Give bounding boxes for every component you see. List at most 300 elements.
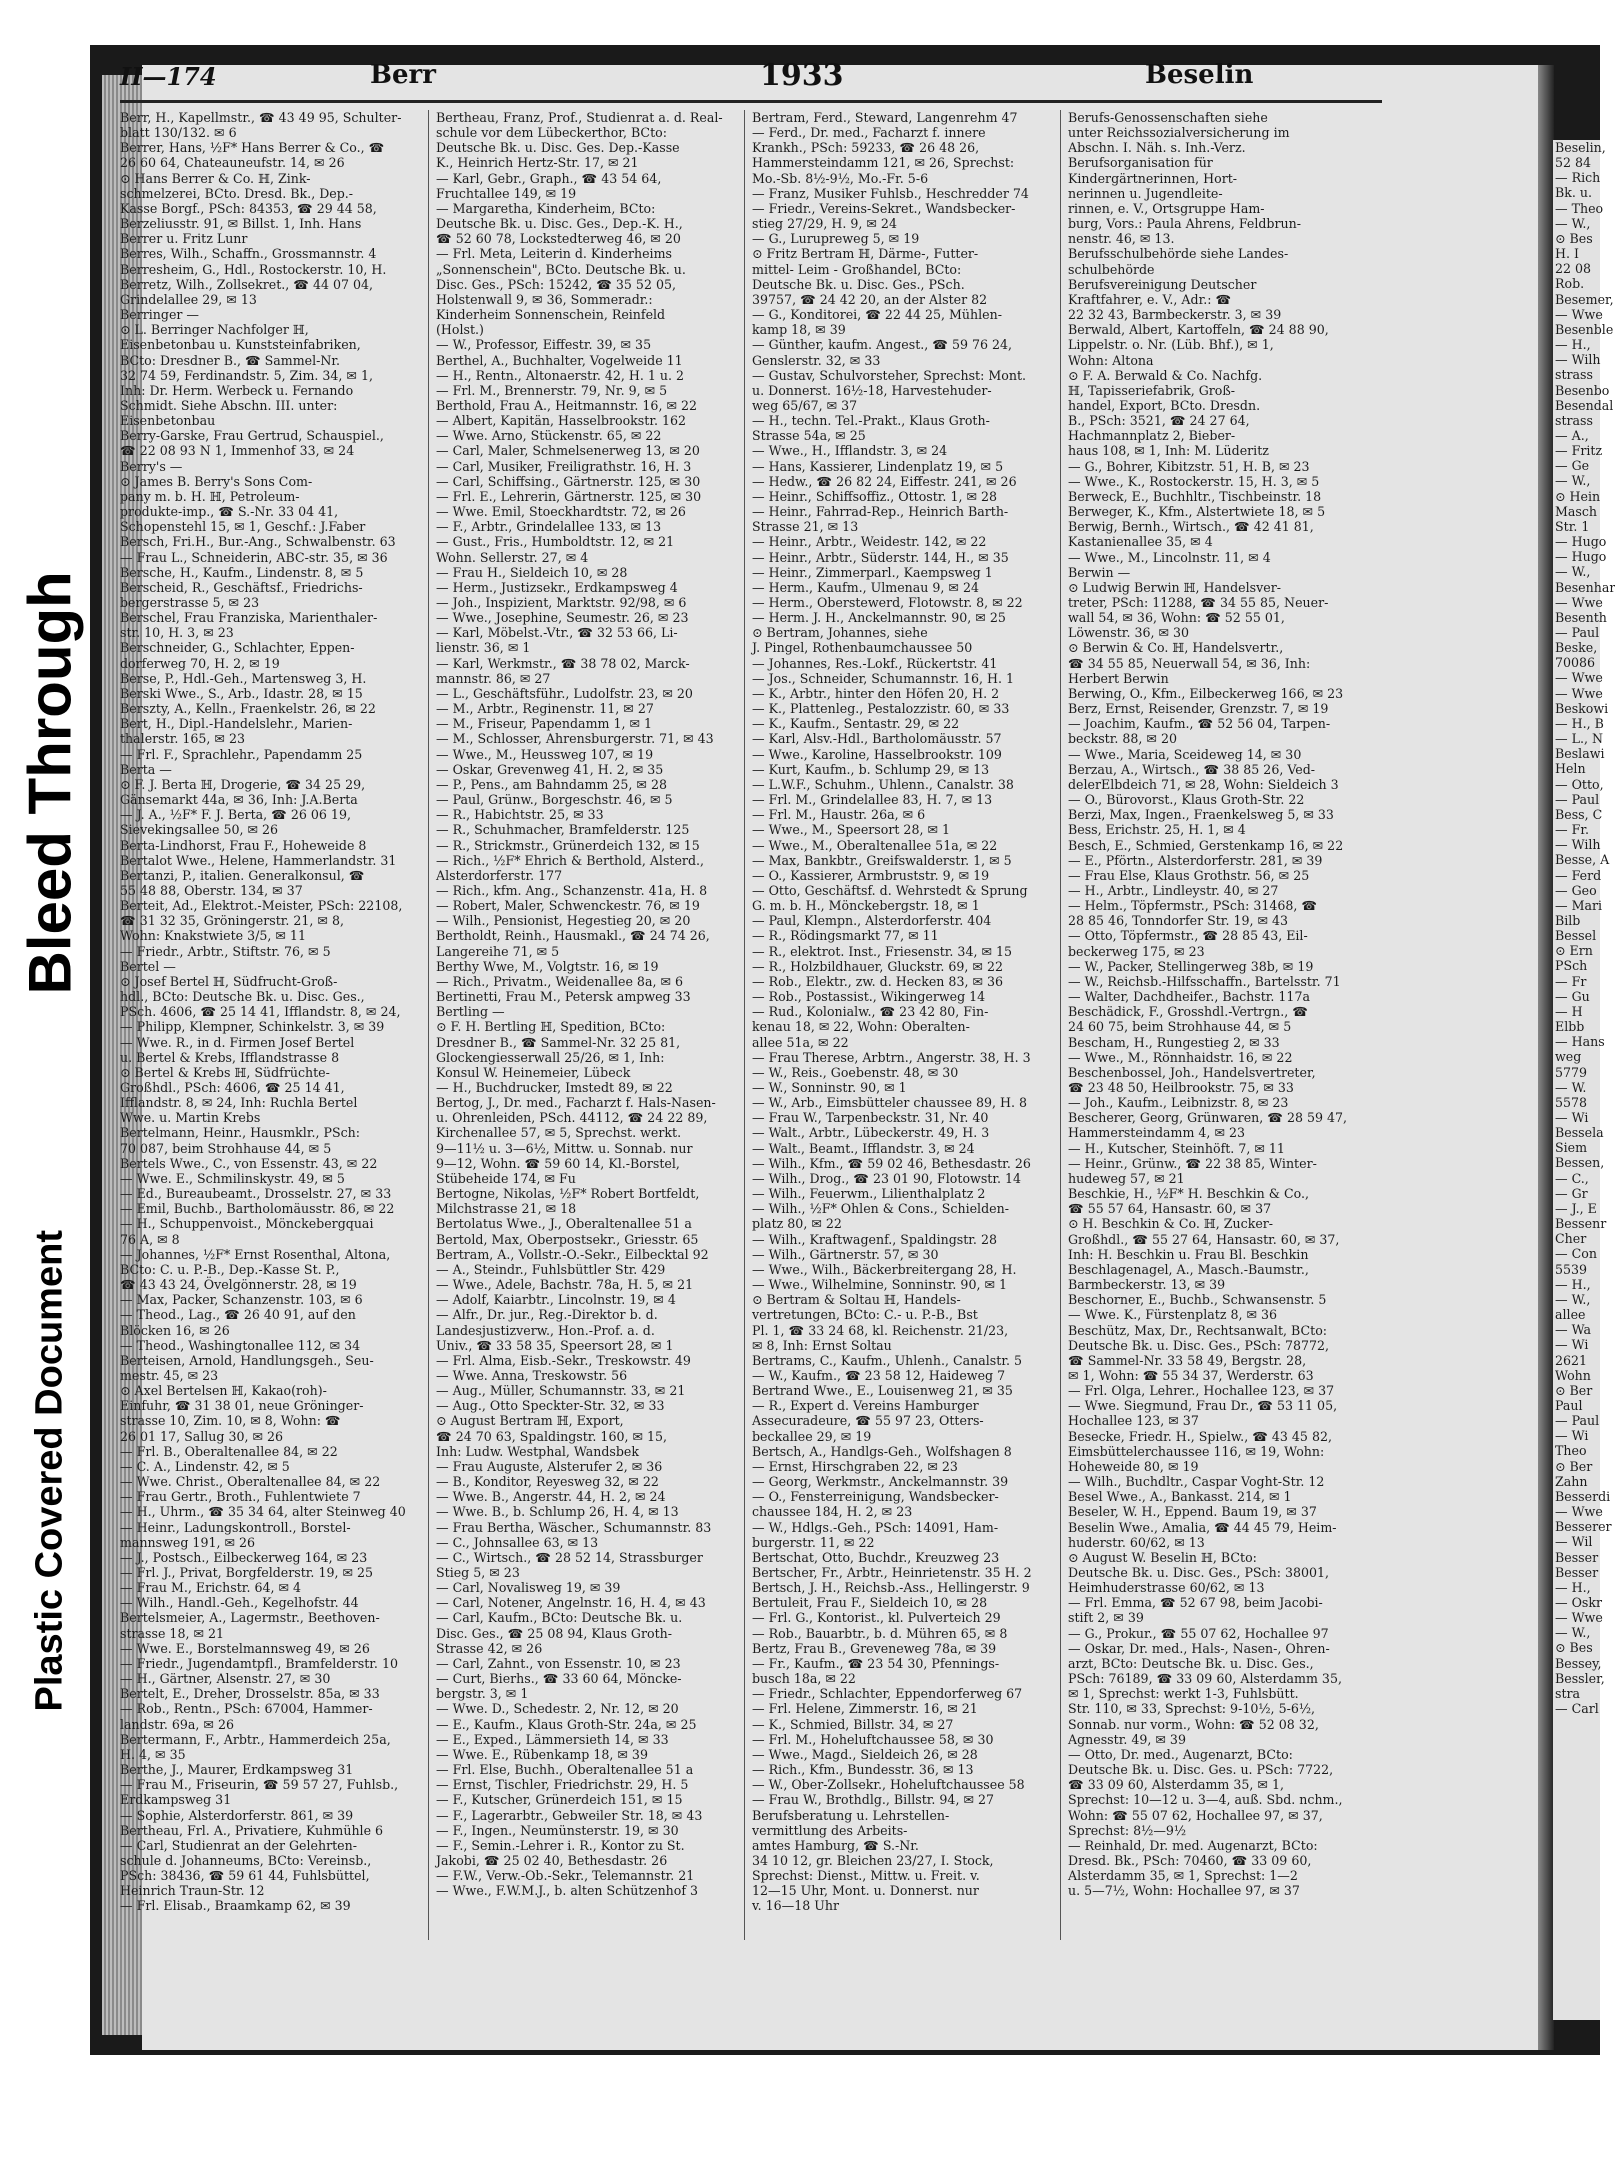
directory-entry-line: — Franz, Musiker Fuhlsb., Heschredder 74	[752, 185, 1029, 201]
directory-entry-line: Bertanzi, P., italien. Generalkonsul, ☎	[120, 867, 365, 883]
directory-entry-line: Berta-Lindhorst, Frau F., Hoheweide 8	[120, 837, 367, 853]
directory-entry-line: Bescherer, Georg, Grünwaren, ☎ 28 59 47,	[1068, 1110, 1348, 1126]
facing-page-line: ⊙ Hein	[1555, 488, 1601, 504]
directory-entry-line: — K., Plattenleg., Pestalozzistr. 60, ✉ 33	[752, 701, 1010, 717]
directory-entry-line: bergstr. 3, ✉ 1	[436, 1686, 529, 1702]
directory-entry-line: Berwin —	[1068, 564, 1131, 580]
directory-entry-line: — Wilh., Feuerwm., Lilienthalplatz 2	[752, 1186, 986, 1202]
directory-entry-line: stift 2, ✉ 39	[1068, 1610, 1144, 1626]
facing-page-line: — Fritz	[1555, 443, 1603, 459]
directory-entry-line: — M., Friseur, Papendamm 1, ✉ 1	[436, 716, 653, 732]
directory-entry-line: — P., Pens., am Bahndamm 25, ✉ 28	[436, 776, 667, 792]
directory-entry-line: ⊙ F. A. Berwald & Co. Nachfg.	[1068, 367, 1263, 383]
directory-entry-line: 24 60 75, beim Strohhause 44, ✉ 5	[1068, 1019, 1292, 1035]
plastic-covered-label: Plastic Covered Document	[28, 1230, 71, 1712]
directory-entry-line: Wohn: Altona	[1068, 352, 1154, 368]
directory-entry-line: — Frl. Helene, Zimmerstr. 16, ✉ 21	[752, 1701, 978, 1717]
facing-page-line: — H.,	[1555, 337, 1591, 353]
directory-entry-line: Ifflandstr. 8, ✉ 24, Inh: Ruchla Bertel	[120, 1095, 358, 1111]
directory-entry-line: arzt, BCto: Deutsche Bk. u. Disc. Ges.,	[1068, 1655, 1314, 1671]
facing-page-line: Cher	[1555, 1231, 1587, 1247]
directory-entry-line: Berresheim, G., Hdl., Rostockerstr. 10, H.	[120, 261, 387, 277]
facing-page-fragment	[1553, 140, 1615, 2020]
book-gutter	[1538, 65, 1554, 2050]
directory-entry-line: PSch. 4606, ☎ 25 14 41, Ifflandstr. 8, ✉ 24,	[120, 1004, 401, 1020]
directory-entry-line: — C. A., Lindenstr. 42, ✉ 5	[120, 1458, 290, 1474]
directory-entry-line: — Helm., Töpfermstr., PSch: 31468, ☎	[1068, 898, 1318, 914]
directory-entry-line: — Wwe. R., in d. Firmen Josef Bertel	[120, 1034, 355, 1050]
directory-entry-line: ⊙ Berwin & Co. ℍ, Handelsvertr.,	[1068, 640, 1284, 656]
directory-entry-line: Berzau, A., Wirtsch., ☎ 38 85 26, Ved-	[1068, 761, 1316, 777]
facing-page-line: ⊙ Bes	[1555, 230, 1593, 246]
directory-entry-line: Berringer —	[120, 307, 200, 323]
directory-entry-line: — Frl. Alma, Eisb.-Sekr., Treskowstr. 49	[436, 1352, 691, 1368]
directory-entry-line: — Wwe., Wilh., Bäckerbreitergang 28, H.	[752, 1261, 1017, 1277]
directory-entry-line: Großhdl., ☎ 55 27 64, Hansastr. 60, ✉ 37,	[1068, 1231, 1340, 1247]
directory-entry-line: Beschütz, Max, Dr., Rechtsanwalt, BCto:	[1068, 1322, 1328, 1338]
facing-page-line: — Hugo	[1555, 534, 1607, 550]
directory-entry-line: — Frl. Elisab., Braamkamp 62, ✉ 39	[120, 1898, 351, 1914]
directory-entry-line: kamp 18, ✉ 39	[752, 322, 846, 338]
directory-entry-line: wall 54, ✉ 36, Wohn: ☎ 52 55 01,	[1068, 610, 1285, 626]
directory-entry-line: mestr. 45, ✉ 23	[120, 1367, 219, 1383]
directory-entry-line: — R., Habichtstr. 25, ✉ 33	[436, 807, 604, 823]
directory-entry-line: — Rich., ½F* Ehrich & Berthold, Alsterd.,	[436, 852, 705, 868]
directory-entry-line: H. 4, ✉ 35	[120, 1746, 186, 1762]
directory-entry-line: Alsterdamm 35, ✉ 1, Sprechst: 1—2	[1068, 1868, 1298, 1884]
directory-entry-line: — Rob., Elektr., zw. d. Hecken 83, ✉ 36	[752, 973, 1004, 989]
directory-entry-line: — Rob., Rentn., PSch: 67004, Hammer-	[120, 1701, 373, 1717]
directory-entry-line: — Carl, Novalisweg 19, ✉ 39	[436, 1580, 621, 1596]
directory-entry-line: — Georg, Werkmstr., Anckelmannstr. 39	[752, 1474, 1009, 1490]
directory-entry-line: — Robert, Maler, Schwenckestr. 76, ✉ 19	[436, 898, 700, 914]
directory-entry-line: — Wwe., Karoline, Hasselbrookstr. 109	[752, 746, 1002, 762]
directory-entry-line: — F., Arbtr., Grindelallee 133, ✉ 13	[436, 519, 662, 535]
directory-entry-line: ⊙ James B. Berry's Sons Com-	[120, 473, 313, 489]
directory-entry-line: u. Donnerst. 16½-18, Harvestehuder-	[752, 382, 992, 398]
directory-entry-line: Berthy Wwe, M., Volgtstr. 16, ✉ 19	[436, 958, 659, 974]
directory-entry-line: schule d. Johanneums, BCto: Vereinsb.,	[120, 1852, 372, 1868]
facing-page-line: Zahn	[1555, 1473, 1588, 1489]
directory-entry-line: — Karl, Möbelst.-Vtr., ☎ 32 53 66, Li-	[436, 625, 678, 641]
facing-page-line: Bess, C	[1555, 806, 1603, 822]
facing-page-line: — Wwe	[1555, 670, 1603, 686]
facing-page-line: Besser	[1555, 1564, 1599, 1580]
facing-page-line: Besenbo	[1555, 382, 1610, 398]
directory-entry-line: G. m. b. H., Mönckebergstr. 18, ✉ 1	[752, 898, 980, 914]
facing-page-line: — Wi	[1555, 1110, 1589, 1125]
directory-entry-line: Bertsch, J. H., Reichsb.-Ass., Hellingerstr. 9	[752, 1580, 1030, 1596]
facing-page-line: — A.,	[1555, 427, 1589, 443]
directory-entry-line: — Carl, Musiker, Freiligrathstr. 16, H. 3	[436, 458, 692, 474]
facing-page-line: H. I	[1555, 246, 1579, 262]
directory-entry-line: — Carl, Zahnt., von Essenstr. 10, ✉ 23	[436, 1655, 681, 1671]
directory-entry-line: Bertholdt, Reinh., Hausmakl., ☎ 24 74 26,	[436, 928, 710, 944]
directory-entry-line: 9—11½ u. 3—6½, Mittw. u. Sonnab. nur	[436, 1140, 693, 1156]
directory-entry-line: — W., Sonninstr. 90, ✉ 1	[752, 1080, 907, 1095]
directory-entry-line: Abschn. I. Näh. s. Inh.-Verz.	[1068, 140, 1246, 156]
directory-entry-line: — Johannes, ½F* Ernst Rosenthal, Altona,	[120, 1246, 391, 1262]
directory-entry-line: Bertel —	[120, 958, 176, 974]
directory-entry-line: Bess, Erichstr. 25, H. 1, ✉ 4	[1068, 822, 1246, 838]
facing-page-line: Beskowi	[1555, 700, 1609, 716]
directory-entry-line: — E., Exped., Lämmersieth 14, ✉ 33	[436, 1731, 669, 1747]
directory-entry-line: — Frl. G., Kontorist., kl. Pulverteich 29	[752, 1610, 1001, 1626]
directory-entry-line: — C., Johnsallee 63, ✉ 13	[436, 1534, 599, 1550]
facing-page-line: Bessler,	[1555, 1670, 1605, 1686]
directory-entry-line: — Gustav, Schulvorsteher, Sprechst: Mont.	[752, 367, 1027, 383]
directory-entry-line: Hammersteindamm 4, ✉ 23	[1068, 1125, 1246, 1141]
directory-entry-line: Kraftfahrer, e. V., Adr.: ☎	[1068, 291, 1232, 307]
directory-entry-line: 26 60 64, Chateauneufstr. 14, ✉ 26	[120, 155, 345, 171]
facing-page-line: 22 08	[1555, 261, 1592, 277]
directory-entry-line: — Frl. M., Haustr. 26a, ✉ 6	[752, 807, 926, 823]
directory-entry-line: Berufsorganisation für	[1068, 155, 1213, 171]
directory-entry-line: Bertinetti, Frau M., Petersk ampweg 33	[436, 989, 691, 1005]
facing-page-line: — Wi	[1555, 1337, 1589, 1353]
directory-entry-line: huderstr. 60/62, ✉ 13	[1068, 1534, 1205, 1550]
directory-entry-line: unter Reichssozialversicherung im	[1068, 125, 1290, 141]
directory-entry-line: — H., Rentn., Altonaerstr. 42, H. 1 u. 2	[436, 367, 685, 383]
directory-entry-line: — B., Konditor, Reyesweg 32, ✉ 22	[436, 1474, 659, 1490]
directory-entry-line: beckallee 29, ✉ 19	[752, 1428, 872, 1444]
directory-entry-line: Bescham, H., Rungestieg 2, ✉ 33	[1068, 1034, 1280, 1050]
directory-entry-line: — Wilh., Kraftwagenf., Spaldingstr. 28	[752, 1231, 997, 1247]
facing-page-line: Besendal	[1555, 397, 1614, 413]
directory-entry-line: — Paul, Grünw., Borgeschstr. 46, ✉ 5	[436, 792, 673, 808]
directory-entry-line: — E., Pförtn., Alsterdorferstr. 281, ✉ 39	[1068, 852, 1323, 868]
directory-entry-line: — Friedr., Jugendamtpfl., Bramfelderstr. 10	[120, 1655, 398, 1671]
facing-page-line: Besser	[1555, 1549, 1599, 1565]
directory-entry-line: — Albert, Kapitän, Hasselbrookstr. 162	[436, 413, 686, 429]
directory-entry-line: 39757, ☎ 24 42 20, an der Alster 82	[752, 291, 988, 307]
directory-entry-line: — H., Uhrm., ☎ 35 34 64, alter Steinweg 40	[120, 1504, 406, 1520]
directory-entry-line: — Heinr., Schiffsoffiz., Ottostr. 1, ✉ 28	[752, 488, 998, 504]
facing-page-line: Bessela	[1555, 1125, 1604, 1141]
directory-entry-line: — Frl. J., Privat, Borgfelderstr. 19, ✉ 25	[120, 1565, 374, 1580]
directory-entry-line: — Jos., Schneider, Schumannstr. 16, H. 1	[752, 670, 1015, 686]
facing-page-line: — Wwe	[1555, 1610, 1603, 1626]
facing-page-line: — H	[1555, 1003, 1583, 1019]
directory-entry-line: Berufsberatung u. Lehrstellen-	[752, 1807, 950, 1823]
directory-entry-line: Kirchenallee 57, ✉ 5, Sprechst. werkt.	[436, 1125, 682, 1141]
directory-entry-line: ⊙ Bertel & Krebs ℍ, Südfrüchte-	[120, 1064, 330, 1080]
directory-entry-line: Krankh., PSch: 59233, ☎ 26 48 26,	[752, 140, 980, 156]
facing-page-line: — L., N	[1555, 731, 1603, 747]
directory-entry-line: ☎ 52 60 78, Lockstedterweg 46, ✉ 20	[436, 231, 681, 247]
directory-entry-line: — Frl. Emma, ☎ 52 67 98, beim Jacobi-	[1068, 1595, 1323, 1611]
directory-entry-line: Str. 110, ✉ 33, Sprechst: 9-10½, 5-6½,	[1068, 1701, 1316, 1717]
directory-entry-line: 28 85 46, Tonndorfer Str. 19, ✉ 43	[1068, 913, 1289, 929]
facing-page-line: allee	[1555, 1307, 1586, 1323]
directory-entry-line: mannsweg 191, ✉ 26	[120, 1534, 256, 1550]
directory-entry-line: Bertermann, F., Arbtr., Hammerdeich 25a,	[120, 1731, 391, 1747]
directory-entry-line: ⊙ August Bertram ℍ, Export,	[436, 1413, 624, 1429]
directory-entry-line: beckerweg 175, ✉ 23	[1068, 943, 1205, 959]
directory-entry-line: Herbert Berwin	[1068, 670, 1169, 686]
facing-page-line: Besemer,	[1555, 291, 1614, 307]
directory-entry-line: 26 01 17, Sallug 30, ✉ 26	[120, 1428, 284, 1444]
directory-entry-line: — Frl. Olga, Lehrer., Hochallee 123, ✉ 37	[1068, 1383, 1335, 1399]
facing-page-line: Bk. u.	[1555, 185, 1593, 201]
directory-entry-line: — Wwe., H., Ifflandstr. 3, ✉ 24	[752, 443, 948, 459]
facing-page-line: — Wwe	[1555, 594, 1603, 610]
directory-entry-line: — Wilh., Handl.-Geh., Kegelhofstr. 44	[120, 1595, 359, 1611]
facing-page-line: 5539	[1555, 1261, 1588, 1277]
directory-entry-line: Berrer u. Fritz Lunr	[120, 231, 248, 247]
directory-entry-line: — F., Lagerarbtr., Gebweiler Str. 18, ✉ 43	[436, 1807, 703, 1823]
directory-entry-line: vermittlung des Arbeits-	[752, 1822, 908, 1838]
directory-entry-line: — Frau Therese, Arbtrn., Angerstr. 38, H. 3	[752, 1049, 1031, 1065]
directory-entry-line: — Frl. E., Lehrerin, Gärtnerstr. 125, ✉ 30	[436, 488, 702, 504]
directory-entry-line: — Herm., Justizsekr., Erdkampsweg 4	[436, 579, 678, 595]
facing-page-line: — C.,	[1555, 1170, 1589, 1186]
directory-entry-line: J. Pingel, Rothenbaumchaussee 50	[752, 640, 973, 656]
directory-entry-line: strasse 18, ✉ 21	[120, 1625, 225, 1641]
directory-entry-line: Dresdner B., ☎ Sammel-Nr. 32 25 81,	[436, 1034, 681, 1050]
directory-entry-line: mittel- Leim - Großhandel, BCto:	[752, 261, 962, 277]
directory-column-2	[436, 110, 736, 1940]
facing-page-line: — H.,	[1555, 1276, 1591, 1292]
directory-entry-line: — Frau Gertr., Broth., Fuhlentwiete 7	[120, 1489, 361, 1505]
directory-entry-line: — H., Kutscher, Steinhöft. 7, ✉ 11	[1068, 1140, 1285, 1156]
directory-entry-line: PSch: 38436, ☎ 59 61 44, Fuhlsbüttel,	[120, 1868, 370, 1884]
directory-entry-line: Bertram, A., Vollstr.-O.-Sekr., Eilbecktal 92	[436, 1246, 709, 1262]
directory-entry-line: — Gust., Fris., Humboldtstr. 12, ✉ 21	[436, 534, 675, 550]
directory-entry-line: Mo.-Sb. 8½-9½, Mo.-Fr. 5-6	[752, 170, 929, 186]
directory-entry-line: Berteit, Ad., Elektrot.-Meister, PSch: 22108,	[120, 898, 403, 914]
directory-entry-line: — C., Wirtsch., ☎ 28 52 14, Strassburger	[436, 1549, 703, 1565]
directory-entry-line: — Wilh., ½F* Ohlen & Cons., Schielden-	[752, 1201, 1009, 1217]
directory-entry-line: ⊙ Bertram, Johannes, siehe	[752, 625, 928, 641]
directory-entry-line: — Wwe. B., b. Schlump 26, H. 4, ✉ 13	[436, 1504, 679, 1520]
facing-page-line: — Fr	[1555, 973, 1587, 989]
directory-entry-line: Alsterdorferstr. 177	[436, 867, 563, 883]
directory-entry-line: BCto: Dresdner B., ☎ Sammel-Nr.	[120, 352, 341, 368]
directory-entry-line: Berscheid, R., Geschäftsf., Friedrichs-	[120, 579, 363, 595]
directory-entry-line: treter, PSch: 11288, ☎ 34 55 85, Neuer-	[1068, 595, 1329, 610]
directory-entry-line: — Wwe. E., Rübenkamp 18, ✉ 39	[436, 1746, 648, 1762]
directory-entry-line: allee 51a, ✉ 22	[752, 1034, 849, 1050]
directory-entry-line: u. Bertel & Krebs, Ifflandstrasse 8	[120, 1049, 340, 1065]
directory-entry-line: — G., Bohrer, Kibitzstr. 51, H. B, ✉ 23	[1068, 458, 1310, 474]
directory-entry-line: — Heinr., Arbtr., Süderstr. 144, H., ✉ 35	[752, 549, 1009, 565]
directory-entry-line: — Joachim, Kaufm., ☎ 52 56 04, Tarpen-	[1068, 716, 1331, 732]
facing-page-line: Besserer	[1555, 1519, 1612, 1535]
directory-entry-line: Strasse 21, ✉ 13	[752, 519, 859, 535]
directory-entry-line: Disc. Ges., PSch: 15242, ☎ 35 52 05,	[436, 276, 676, 292]
directory-entry-line: Inh: Dr. Herm. Werbeck u. Fernando	[120, 382, 354, 398]
directory-entry-line: — Karl, Alsv.-Hdl., Bartholomäusstr. 57	[752, 731, 1002, 747]
directory-entry-line: Landesjustizverw., Hon.-Prof. a. d.	[436, 1322, 655, 1338]
directory-entry-line: stieg 27/29, H. 9, ✉ 24	[752, 216, 897, 232]
directory-entry-line: ⊙ August W. Beselin ℍ, BCto:	[1068, 1549, 1257, 1565]
directory-entry-line: — Wwe. B., Angerstr. 44, H. 2, ✉ 24	[436, 1489, 666, 1505]
facing-page-line: — Fr.	[1555, 822, 1589, 838]
directory-entry-line: — Walt., Arbtr., Lübeckerstr. 49, H. 3	[752, 1125, 990, 1141]
directory-entry-line: Berry-Garske, Frau Gertrud, Schauspiel.,	[120, 428, 384, 444]
directory-entry-line: — G., Lurupreweg 5, ✉ 19	[752, 231, 920, 247]
directory-entry-line: mannstr. 86, ✉ 27	[436, 670, 551, 686]
directory-entry-line: — F., Semin.-Lehrer i. R., Kontor zu St.	[436, 1837, 685, 1853]
directory-entry-line: Bertschat, Otto, Buchdr., Kreuzweg 23	[752, 1549, 1000, 1565]
directory-entry-line: — R., Holzbildhauer, Gluckstr. 69, ✉ 22	[752, 958, 1003, 974]
directory-entry-line: Sievekingsallee 50, ✉ 26	[120, 822, 279, 838]
directory-entry-line: 22 32 43, Barmbeckerstr. 3, ✉ 39	[1068, 307, 1282, 323]
directory-entry-line: — Max, Bankbtr., Greifswalderstr. 1, ✉ 5	[752, 852, 1012, 868]
directory-entry-line: — Frau M., Friseurin, ☎ 59 57 27, Fuhlsb.,	[120, 1777, 399, 1793]
facing-page-line: — J., E	[1555, 1200, 1597, 1216]
right-guide-word: Beselin	[1145, 60, 1254, 90]
directory-entry-line: — Philipp, Klempner, Schinkelstr. 3, ✉ 39	[120, 1019, 385, 1035]
facing-page-line: Str. 1	[1555, 518, 1590, 534]
directory-entry-line: Bertheau, Franz, Prof., Studienrat a. d. Real-	[436, 110, 723, 125]
directory-entry-line: 55 48 88, Oberstr. 134, ✉ 37	[120, 882, 303, 898]
facing-page-line: Masch	[1555, 503, 1598, 519]
directory-entry-line: Eisenbetonbau u. Kunststeinfabriken,	[120, 337, 361, 353]
directory-entry-line: — Frau W., Brothdlg., Billstr. 94, ✉ 27	[752, 1792, 995, 1808]
directory-entry-line: Hachmannplatz 2, Bieber-	[1068, 428, 1236, 444]
directory-entry-line: amtes Hamburg, ☎ S.-Nr.	[752, 1837, 919, 1853]
directory-entry-line: K., Heinrich Hertz-Str. 17, ✉ 21	[436, 155, 639, 171]
directory-entry-line: — Frl. Else, Buchh., Oberaltenallee 51 a	[436, 1762, 694, 1778]
directory-entry-line: Deutsche Bk. u. Disc. Ges., PSch.	[752, 276, 965, 292]
directory-entry-line: — Margaretha, Kinderheim, BCto:	[436, 200, 656, 216]
directory-entry-line: 9—12, Wohn. ☎ 59 60 14, Kl.-Borstel,	[436, 1155, 680, 1171]
directory-entry-line: Sprechst: 8½—9½	[1068, 1822, 1187, 1838]
facing-page-line: — Wwe	[1555, 685, 1603, 701]
directory-entry-line: — Ferd., Dr. med., Facharzt f. innere	[752, 125, 986, 141]
left-guide-word: Berr	[370, 60, 436, 90]
directory-entry-line: Fruchtallee 149, ✉ 19	[436, 185, 577, 201]
facing-page-line: — Ferd	[1555, 867, 1602, 883]
facing-page-line: — W.,	[1555, 215, 1591, 231]
facing-page-line: — W.	[1555, 1079, 1587, 1095]
directory-entry-line: BCto: C. u. P.-B., Dep.-Kasse St. P.,	[120, 1261, 340, 1277]
directory-entry-line: — F., Ingen., Neumünsterstr. 19, ✉ 30	[436, 1822, 679, 1838]
facing-page-line: — Gu	[1555, 988, 1590, 1004]
facing-page-line: — Theo	[1555, 200, 1604, 216]
directory-entry-line: Inh: Ludw. Westphal, Wandsbek	[436, 1443, 640, 1459]
directory-entry-line: ✉ 8, Inh: Ernst Soltau	[752, 1337, 892, 1353]
facing-page-line: — Geo	[1555, 882, 1597, 898]
directory-entry-line: Kasse Borgf., PSch: 84353, ☎ 29 44 58,	[120, 200, 377, 216]
header-rule	[120, 100, 1382, 103]
directory-entry-line: — Ernst, Tischler, Friedrichstr. 29, H. 5	[436, 1777, 689, 1793]
directory-entry-line: nerinnen u. Jugendleite-	[1068, 185, 1223, 201]
directory-entry-line: — L.W.F., Schuhm., Uhlenn., Canalstr. 38	[752, 776, 1014, 792]
directory-entry-line: Barmbeckerstr. 13, ✉ 39	[1068, 1277, 1226, 1293]
directory-entry-line: — O., Fensterreinigung, Wandsbecker-	[752, 1489, 999, 1505]
directory-entry-line: — Wwe., M., Lincolnstr. 11, ✉ 4	[1068, 549, 1271, 565]
directory-entry-line: strasse 10, Zim. 10, ✉ 8, Wohn: ☎	[120, 1413, 341, 1429]
facing-page-line: Beslawi	[1555, 746, 1605, 762]
directory-entry-line: — R., Expert d. Vereins Hamburger	[752, 1398, 979, 1414]
directory-entry-line: — Herm. J. H., Anckelmannstr. 90, ✉ 25	[752, 610, 1006, 626]
facing-page-line: — Paul	[1555, 1413, 1600, 1429]
directory-entry-line: Bersch, Fri.H., Bur.-Ang., Schwalbenstr. 63	[120, 534, 396, 550]
directory-entry-line: — Wwe., M., Oberaltenallee 51a, ✉ 22	[752, 837, 998, 853]
directory-entry-line: — O., Kassierer, Armbruststr. 9, ✉ 19	[752, 867, 990, 883]
directory-entry-line: Beseler, W. H., Eppend. Baum 19, ✉ 37	[1068, 1504, 1317, 1520]
directory-entry-line: Dresd. Bk., PSch: 70460, ☎ 33 09 60,	[1068, 1852, 1312, 1868]
directory-entry-line: — K., Arbtr., hinter den Höfen 20, H. 2	[752, 685, 1000, 701]
directory-entry-line: Gänsemarkt 44a, ✉ 36, Inh: J.A.Berta	[120, 792, 358, 808]
directory-entry-line: Bertalot Wwe., Helene, Hammerlandstr. 31	[120, 852, 397, 868]
directory-entry-line: Berschel, Frau Franziska, Marienthaler-	[120, 610, 378, 626]
directory-entry-line: Besel Wwe., A., Bankasst. 214, ✉ 1	[1068, 1489, 1292, 1505]
directory-entry-line: Beselin Wwe., Amalia, ☎ 44 45 79, Heim-	[1068, 1519, 1337, 1535]
directory-entry-line: Lippelstr. o. Nr. (Lüb. Bhf.), ✉ 1,	[1068, 337, 1274, 353]
directory-entry-line: — Frl. M., Hoheluftchaussee 58, ✉ 30	[752, 1731, 994, 1747]
directory-entry-line: — Wilh., Buchdltr., Caspar Voght-Str. 12	[1068, 1474, 1325, 1490]
directory-entry-line: bergerstrasse 5, ✉ 23	[120, 595, 260, 610]
directory-entry-line: Kastanienallee 35, ✉ 4	[1068, 534, 1213, 550]
directory-entry-line: — Frl. F., Sprachlehr., Papendamm 25	[120, 746, 363, 762]
directory-entry-line: ⊙ H. Beschkin & Co. ℍ, Zucker-	[1068, 1216, 1274, 1232]
directory-entry-line: 70 087, beim Strohhause 44, ✉ 5	[120, 1140, 332, 1156]
facing-page-line: — Wi	[1555, 1428, 1589, 1444]
directory-entry-line: — Frau H., Sieldeich 10, ✉ 28	[436, 564, 628, 580]
directory-entry-line: u. 5—7½, Wohn: Hochallee 97, ✉ 37	[1068, 1883, 1300, 1899]
directory-entry-line: — Curt, Bierhs., ☎ 33 60 64, Möncke-	[436, 1671, 682, 1687]
directory-entry-line: — Wwe., M., Speersort 28, ✉ 1	[752, 822, 951, 838]
directory-entry-line: Deutsche Bk. u. Disc. Ges., Dep.-K. H.,	[436, 216, 683, 232]
facing-page-line: Siem	[1555, 1140, 1588, 1156]
directory-entry-line: Berthe, J., Maurer, Erdkampsweg 31	[120, 1762, 354, 1778]
directory-entry-line: — Walter, Dachdheifer., Bachstr. 117a	[1068, 989, 1310, 1005]
facing-page-line: — Wwe	[1555, 306, 1603, 322]
directory-entry-line: Bertolatus Wwe., J., Oberaltenallee 51 a	[436, 1216, 692, 1232]
directory-entry-line: Jakobi, ☎ 25 02 40, Bethesdastr. 26	[436, 1852, 668, 1868]
directory-entry-line: — Hans, Kassierer, Lindenplatz 19, ✉ 5	[752, 458, 1004, 474]
directory-entry-line: — Otto, Dr. med., Augenarzt, BCto:	[1068, 1746, 1293, 1762]
facing-page-line: strass	[1555, 367, 1593, 383]
directory-entry-line: — Oskar, Grevenweg 41, H. 2, ✉ 35	[436, 761, 664, 777]
directory-entry-line: Berufsschulbehörde siehe Landes-	[1068, 246, 1289, 262]
directory-entry-line: — K., Kaufm., Sentastr. 29, ✉ 22	[752, 716, 960, 732]
directory-entry-line: Bertscher, Fr., Arbtr., Heinrietenstr. 35 H. 2	[752, 1565, 1032, 1580]
directory-entry-line: ✉ 1, Wohn: ☎ 55 34 37, Werderstr. 63	[1068, 1367, 1314, 1383]
directory-entry-line: Schmidt. Siehe Abschn. III. unter:	[120, 397, 338, 413]
directory-entry-line: delerElbdeich 71, ✉ 28, Wohn: Sieldeich 3	[1068, 776, 1339, 792]
directory-entry-line: Hoheweide 80, ✉ 19	[1068, 1458, 1199, 1474]
directory-entry-line: ⊙ F. H. Bertling ℍ, Spedition, BCto:	[436, 1019, 666, 1035]
directory-entry-line: Berwing, O., Kfm., Eilbeckerweg 166, ✉ 23	[1068, 685, 1344, 701]
directory-entry-line: Berry's —	[120, 458, 183, 474]
directory-entry-line: — Adolf, Kaiarbtr., Lincolnstr. 19, ✉ 4	[436, 1292, 676, 1308]
column-divider	[428, 110, 429, 1940]
directory-entry-line: ⊙ Axel Bertelsen ℍ, Kakao(roh)-	[120, 1383, 327, 1399]
directory-entry-line: Kinderheim Sonnenschein, Reinfeld	[436, 307, 666, 323]
directory-entry-line: — Wilh., Drog., ☎ 23 01 90, Flotowstr. 14	[752, 1170, 1022, 1186]
facing-page-line: — Gr	[1555, 1185, 1588, 1201]
facing-page-line: — H.,	[1555, 1579, 1591, 1595]
directory-entry-line: Bertold, Max, Oberpostsekr., Griesstr. 65	[436, 1231, 699, 1247]
facing-page-line: Wohn	[1555, 1367, 1591, 1383]
directory-entry-line: Bert, H., Dipl.-Handelslehr., Marien-	[120, 716, 353, 732]
directory-entry-line: — Heinr., Fahrrad-Rep., Heinrich Barth-	[752, 504, 1009, 520]
directory-entry-line: — Sophie, Alsterdorferstr. 861, ✉ 39	[120, 1807, 354, 1823]
directory-entry-line: ☎ 24 70 63, Spaldingstr. 160, ✉ 15,	[436, 1428, 668, 1444]
facing-page-line: weg	[1555, 1049, 1582, 1065]
directory-entry-line: — Friedr., Arbtr., Stiftstr. 76, ✉ 5	[120, 943, 331, 959]
facing-page-line: 5779	[1555, 1064, 1588, 1080]
facing-page-line: ⊙ Ber	[1555, 1382, 1593, 1398]
directory-entry-line: — O., Bürovorst., Klaus Groth-Str. 22	[1068, 792, 1305, 808]
directory-entry-line: blatt 130/132. ✉ 6	[120, 125, 237, 141]
directory-entry-line: Langereihe 71, ✉ 5	[436, 943, 560, 959]
